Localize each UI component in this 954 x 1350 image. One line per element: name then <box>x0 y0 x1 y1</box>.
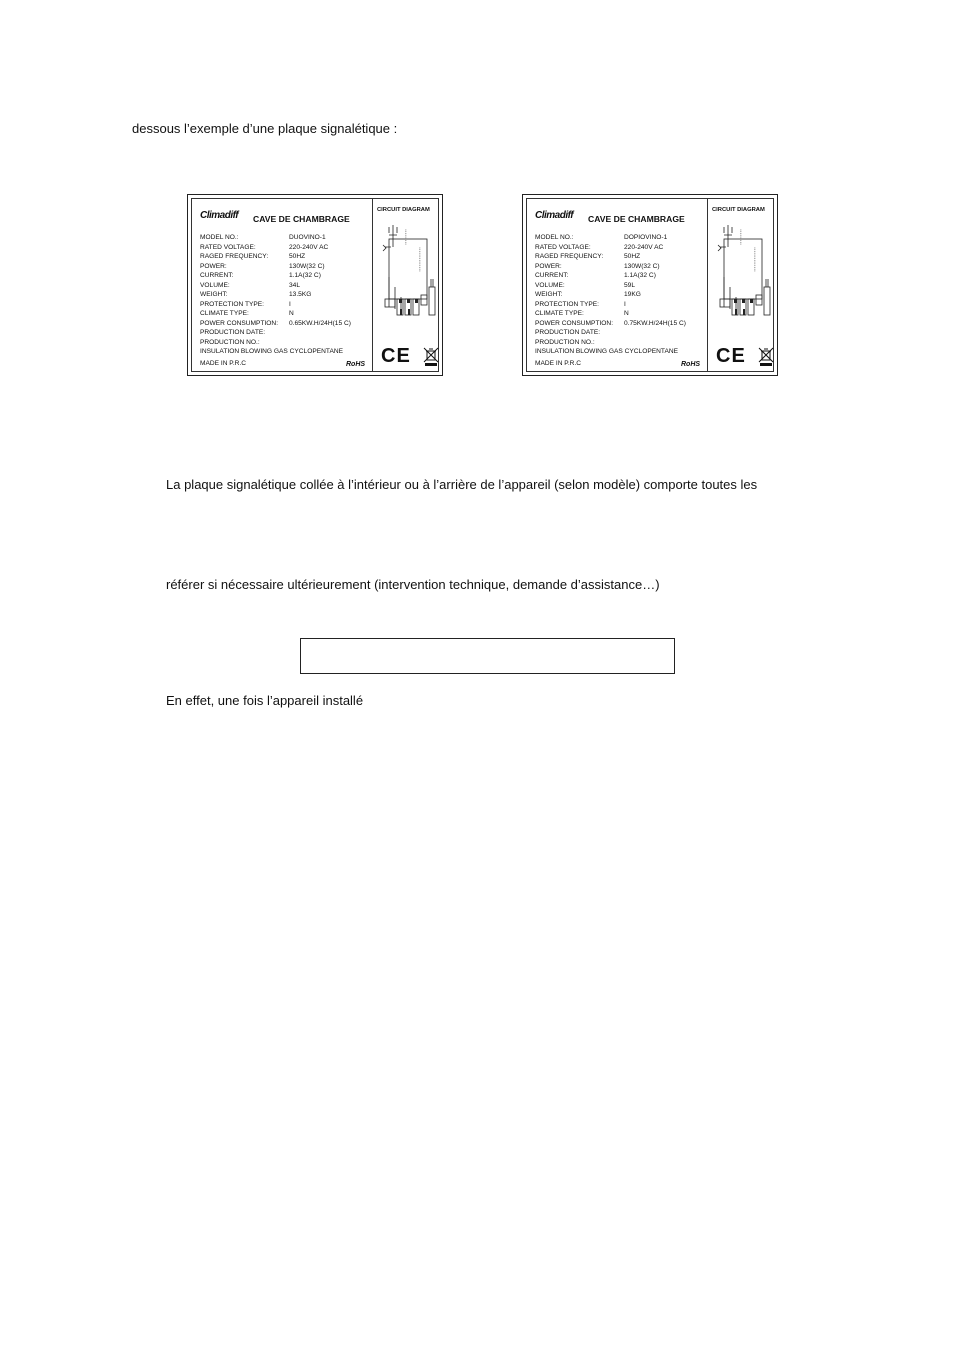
brand-logo: Climadiff <box>200 210 239 221</box>
svg-text:•••••••••: ••••••••• <box>739 229 743 245</box>
spec-row: CLIMATE TYPE: N <box>200 310 294 317</box>
plate-divider <box>372 199 373 371</box>
spec-row: INSULATION BLOWING GAS CYCLOPENTANE <box>200 348 344 355</box>
circuit-diagram-title: CIRCUIT DIAGRAM <box>712 207 765 213</box>
circuit-diagram-title: CIRCUIT DIAGRAM <box>377 207 430 213</box>
plate-title: CAVE DE CHAMBRAGE <box>253 214 350 224</box>
spec-row: PROTECTION TYPE: I <box>535 300 626 308</box>
rating-plate-dopiovino <box>522 194 778 376</box>
spec-row: POWER: 130W(32 C) <box>535 262 660 270</box>
circuit-diagram <box>375 217 441 335</box>
intro-text: dessous l’exemple d’une plaque signalétique : <box>132 121 398 136</box>
circuit-diagram <box>710 217 776 335</box>
spec-row: POWER: 130W(32 C) <box>200 262 325 270</box>
spec-row: VOLUME: 59L <box>535 281 636 289</box>
spec-list <box>535 233 686 368</box>
weee-bin-icon <box>423 347 439 367</box>
rohs-mark: RoHS <box>681 361 701 368</box>
spec-row: PRODUCTION NO.: <box>200 338 260 346</box>
svg-text:••••••••••••••: •••••••••••••• <box>418 247 422 272</box>
spec-row: MADE IN P.R.C <box>200 359 247 367</box>
paragraph-nameplate: La plaque signalétique collée à l’intérieur ou à l’arrière de l’appareil (selon modèle) comporte toutes les <box>166 477 758 492</box>
spec-row: WEIGHT: 13.5KG <box>200 291 312 298</box>
brand-logo: Climadiff <box>535 210 574 221</box>
spec-row: CLIMATE TYPE: N <box>535 310 629 317</box>
spec-row: VOLUME: 34L <box>200 281 301 289</box>
spec-row: RATED VOLTAGE: 220-240V AC <box>535 243 664 251</box>
spec-row: RAGED FREQUENCY: 50HZ <box>535 253 641 260</box>
ce-mark: CE <box>716 345 746 367</box>
plate-title: CAVE DE CHAMBRAGE <box>588 214 685 224</box>
spec-row: PRODUCTION DATE: <box>535 329 601 336</box>
spec-row: POWER CONSUMPTION: 0.75KW.H/24H(15 C) <box>535 319 686 327</box>
empty-note-box <box>300 638 675 674</box>
plate-inner-border <box>526 198 774 372</box>
spec-row: MADE IN P.R.C <box>535 359 582 367</box>
ce-mark: CE <box>381 345 411 367</box>
plate-divider <box>707 199 708 371</box>
spec-row: PRODUCTION DATE: <box>200 329 266 336</box>
paragraph-refer: référer si nécessaire ultérieurement (intervention technique, demande d’assistance…) <box>166 577 660 592</box>
spec-row: MODEL NO.: DUOVINO-1 <box>200 234 326 241</box>
spec-row: POWER CONSUMPTION: 0.65KW.H/24H(15 C) <box>200 319 351 327</box>
svg-text:•••••••••: ••••••••• <box>404 229 408 245</box>
spec-row: RATED VOLTAGE: 220-240V AC <box>200 243 329 251</box>
rohs-mark: RoHS <box>346 361 366 368</box>
plate-inner-border <box>191 198 439 372</box>
spec-row: CURRENT: 1.1A(32 C) <box>200 272 321 279</box>
svg-text:••••••••••••••: •••••••••••••• <box>753 247 757 272</box>
spec-row: RAGED FREQUENCY: 50HZ <box>200 253 306 260</box>
spec-list <box>200 233 351 368</box>
spec-row: INSULATION BLOWING GAS CYCLOPENTANE <box>535 348 679 355</box>
spec-row: PRODUCTION NO.: <box>535 338 595 346</box>
spec-row: CURRENT: 1.1A(32 C) <box>535 272 656 279</box>
paragraph-installed: En effet, une fois l’appareil installé <box>166 693 364 708</box>
spec-row: WEIGHT: 19KG <box>535 291 641 298</box>
rating-plate-duovino <box>187 194 443 376</box>
weee-bin-icon <box>758 347 774 367</box>
spec-row: PROTECTION TYPE: I <box>200 300 291 308</box>
spec-row: MODEL NO.: DOPIOVINO-1 <box>535 234 668 241</box>
